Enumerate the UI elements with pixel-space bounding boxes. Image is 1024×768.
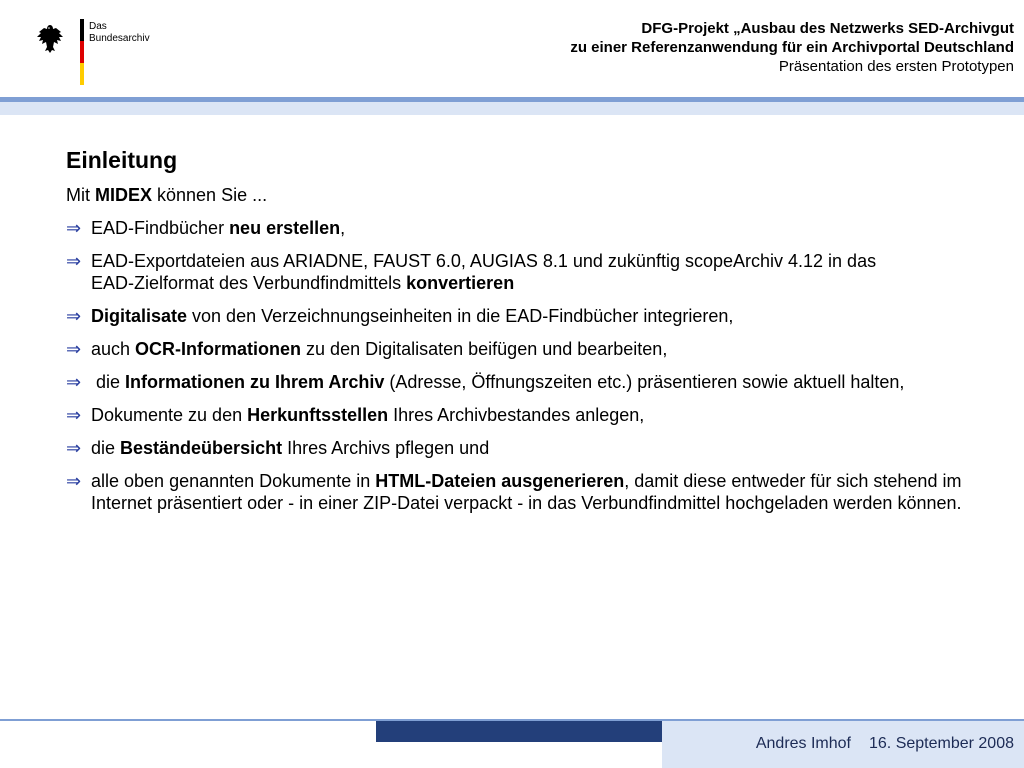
bullet-bold: Informationen zu Ihrem Archiv bbox=[125, 372, 385, 392]
bullet-item bbox=[66, 305, 986, 327]
footer-text bbox=[756, 735, 1014, 753]
bullet-text: , damit diese entweder für sich stehend im Internet präsentiert oder - in einer ZIP-Datei verpackt - in das Verbundfindmittel hochgeladen werden können. bbox=[91, 471, 962, 513]
bullet-text: die bbox=[96, 372, 126, 392]
logo-text bbox=[89, 21, 150, 45]
bullet-text: Ihres Archivbestandes anlegen, bbox=[388, 405, 645, 425]
bullet-bold: Digitalisate bbox=[91, 306, 188, 326]
bullet-text: , bbox=[340, 218, 346, 238]
arrow-icon: ⇒ bbox=[66, 471, 82, 491]
arrow-icon: ⇒ bbox=[66, 438, 82, 458]
footer-author: Andres Imhof bbox=[755, 735, 851, 752]
bullet-bold: neu erstellen bbox=[229, 218, 341, 238]
arrow-icon: ⇒ bbox=[66, 405, 82, 425]
slide-content bbox=[66, 146, 986, 525]
bullet-text: von den Verzeichnungseinheiten in die EAD-Findbücher integrieren, bbox=[187, 306, 734, 326]
arrow-icon: ⇒ bbox=[66, 339, 82, 359]
bullet-bold: OCR-Informationen bbox=[135, 339, 302, 359]
bundesarchiv-logo bbox=[17, 3, 169, 95]
intro-pre: Mit bbox=[66, 185, 95, 205]
footer-date: 16. September 2008 bbox=[869, 735, 1014, 752]
bullet-item bbox=[66, 371, 986, 393]
bullet-item bbox=[66, 338, 986, 360]
bullet-text: EAD-Exportdateien aus ARIADNE, FAUST 6.0, AUGIAS 8.1 und zukünftig scopeArchiv 4.12 in das EAD-Zielformat des Verbundfindmittels bbox=[91, 251, 877, 293]
bullet-bold: HTML-Dateien ausgenerieren bbox=[375, 471, 625, 491]
arrow-icon: ⇒ bbox=[66, 218, 82, 238]
bullet-text: (Adresse, Öffnungszeiten etc.) präsentieren sowie aktuell halten, bbox=[384, 372, 905, 392]
bullet-text: auch bbox=[91, 339, 136, 359]
intro-line bbox=[66, 184, 986, 206]
logo-line-1: Das bbox=[89, 21, 107, 32]
logo-line-2: Bundesarchiv bbox=[89, 33, 150, 44]
bullet-text: EAD-Findbücher bbox=[91, 218, 230, 238]
bullet-bold: konvertieren bbox=[406, 273, 515, 293]
bullet-bold: Herkunftsstellen bbox=[247, 405, 389, 425]
bullet-item bbox=[66, 437, 986, 459]
german-flag-stripe bbox=[80, 19, 84, 85]
bullet-item bbox=[66, 217, 986, 239]
bullet-bold: Beständeübersicht bbox=[120, 438, 283, 458]
bullet-text: die bbox=[91, 438, 121, 458]
bullet-text: zu den Digitalisaten beifügen und bearbeiten, bbox=[301, 339, 668, 359]
bullet-text: Dokumente zu den bbox=[91, 405, 248, 425]
slide-title: Einleitung bbox=[66, 147, 178, 173]
arrow-icon: ⇒ bbox=[66, 306, 82, 326]
header-line-3: Präsentation des ersten Prototypen bbox=[778, 58, 1014, 75]
header-band-light bbox=[0, 102, 1024, 115]
bullet-item bbox=[66, 470, 986, 514]
arrow-icon: ⇒ bbox=[66, 251, 82, 271]
header-line-2: zu einer Referenzanwendung für ein Archivportal Deutschland bbox=[570, 39, 1014, 56]
arrow-icon: ⇒ bbox=[66, 372, 82, 392]
bullet-text: alle oben genannten Dokumente in bbox=[91, 471, 376, 491]
intro-post: können Sie ... bbox=[152, 185, 268, 205]
slide-header bbox=[570, 19, 1014, 76]
header-line-1: DFG-Projekt „Ausbau des Netzwerks SED-Archivgut bbox=[641, 20, 1014, 37]
footer-dark-block bbox=[376, 721, 662, 742]
intro-bold: MIDEX bbox=[95, 185, 153, 205]
bullet-item bbox=[66, 250, 986, 294]
bullet-item bbox=[66, 404, 986, 426]
bullet-text: Ihres Archivs pflegen und bbox=[282, 438, 490, 458]
eagle-icon bbox=[35, 23, 65, 55]
